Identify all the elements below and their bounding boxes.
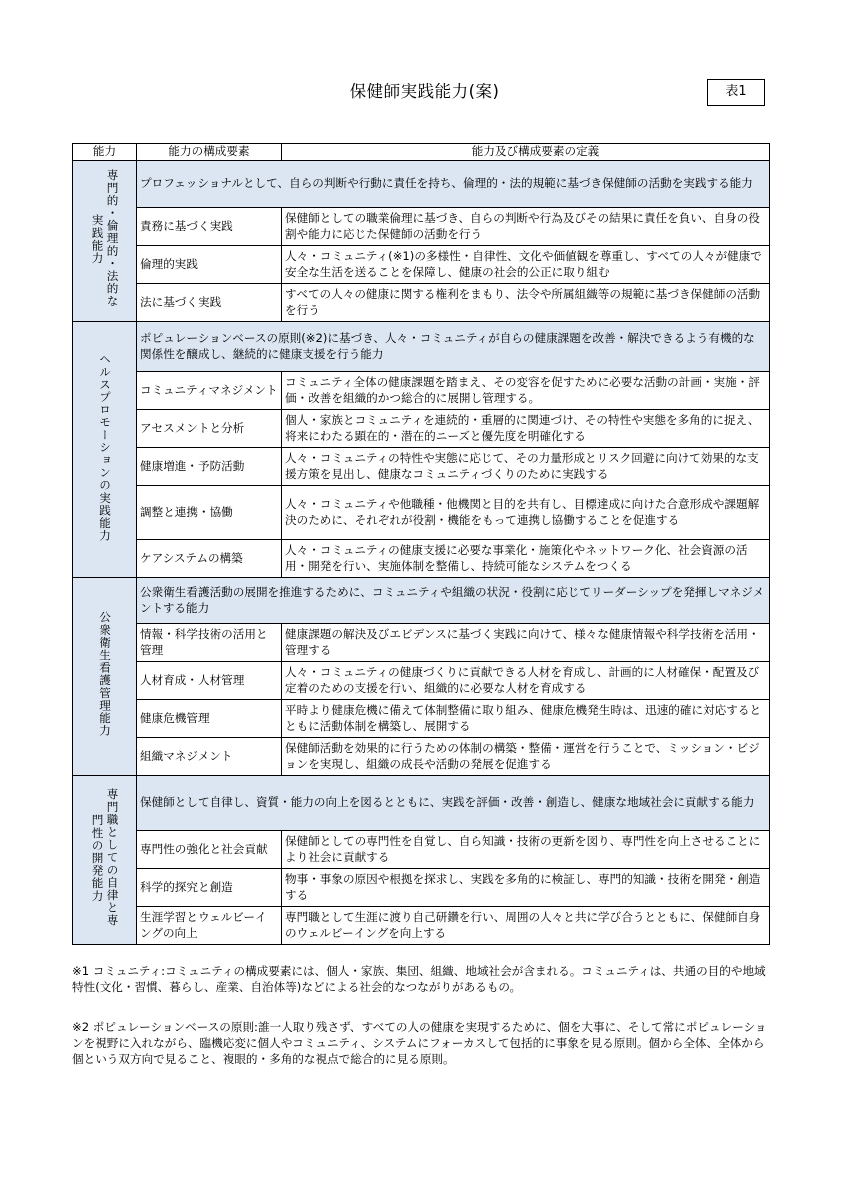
group-summary: ポピュレーションベースの原則(※2)に基づき、人々・コミュニティが自らの健康課題を改善・解決できるよう有機的な関係性を醸成し、継続的に健康支援を行う能力: [137, 322, 770, 372]
footnote-2: ※2 ポピュレーションベースの原則:誰一人取り残さず、すべての人の健康を実現するために、個を大事に、そして常にポピュレーションを視野に入れながら、臨機応変に個人やコミュニティ、システムにフォーカスして包括的に事象を見る原則。個から全体、全体から個という双方向で見ること、複眼的・多角的な視点で総合的に見る原則。: [72, 1020, 767, 1066]
table-row: [73, 738, 770, 776]
definition-cell: 平時より健康危機に備えて体制整備に取り組み、健康危機発生時は、迅速的確に対応するとともに活動体制を構築し、展開する: [282, 700, 770, 738]
table-row: [73, 662, 770, 700]
group-summary: プロフェッショナルとして、自らの判断や行動に責任を持ち、倫理的・法的規範に基づき保健師の活動を実践する能力: [137, 161, 770, 208]
definition-cell: 専門職として生涯に渡り自己研鑽を行い、周囲の人々と共に学び合うとともに、保健師自身のウェルビーイングを向上する: [282, 907, 770, 945]
definition-cell: 保健師としての職業倫理に基づき、自らの判断や行為及びその結果に責任を負い、自身の役割や能力に応じた保健師の活動を行う: [282, 208, 770, 246]
element-cell: 健康危機管理: [137, 700, 282, 738]
category-label: 専門職としての自律と専門性の開発能力: [90, 788, 120, 927]
category-label: ヘルスプロモーションの実践能力: [98, 352, 112, 542]
group-summary-row: [73, 578, 770, 624]
element-cell: 健康増進・予防活動: [137, 448, 282, 486]
table-row: [73, 540, 770, 578]
group-summary: 保健師として自律し、資質・能力の向上を図るとともに、実践を評価・改善・創造し、健康な地域社会に貢献する能力: [137, 776, 770, 831]
category-cell: [73, 578, 137, 776]
element-cell: 調整と連携・協働: [137, 486, 282, 540]
element-cell: 科学的探究と創造: [137, 869, 282, 907]
category-label: 公衆衛生看護管理能力: [98, 611, 112, 738]
table-row: [73, 246, 770, 284]
element-cell: 責務に基づく実践: [137, 208, 282, 246]
definition-cell: 物事・事象の原因や根拠を探求し、実践を多角的に検証し、専門的知識・技術を開発・創造する: [282, 869, 770, 907]
group-summary-row: [73, 322, 770, 372]
definition-cell: 人々・コミュニティ(※1)の多様性・自律性、文化や価値観を尊重し、すべての人々が健康で安全な生活を送ることを保障し、健康の社会的公正に取り組む: [282, 246, 770, 284]
element-cell: 情報・科学技術の活用と管理: [137, 624, 282, 662]
element-cell: ケアシステムの構築: [137, 540, 282, 578]
competency-table: [72, 143, 770, 945]
element-cell: 倫理的実践: [137, 246, 282, 284]
table-row: [73, 624, 770, 662]
header-definition: 能力及び構成要素の定義: [282, 144, 770, 161]
category-cell: [73, 161, 137, 322]
definition-cell: 人々・コミュニティの健康支援に必要な事業化・施策化やネットワーク化、社会資源の活用・開発を行い、実施体制を整備し、持続可能なシステムをつくる: [282, 540, 770, 578]
definition-cell: 保健師としての専門性を自覚し、自ら知識・技術の更新を図り、専門性を向上させることにより社会に貢献する: [282, 831, 770, 869]
table-row: [73, 831, 770, 869]
element-cell: 組織マネジメント: [137, 738, 282, 776]
table-row: [73, 372, 770, 410]
definition-cell: 個人・家族とコミュニティを連続的・重層的に関連づけ、その特性や実態を多角的に捉え、将来にわたる顕在的・潜在的ニーズと優先度を明確化する: [282, 410, 770, 448]
category-cell: [73, 322, 137, 578]
group-summary: 公衆衛生看護活動の展開を推進するために、コミュニティや組織の状況・役割に応じてリーダーシップを発揮しマネジメントする能力: [137, 578, 770, 624]
header-element: 能力の構成要素: [137, 144, 282, 161]
element-cell: 人材育成・人材管理: [137, 662, 282, 700]
page-title: 保健師実践能力(案): [349, 82, 500, 101]
element-cell: アセスメントと分析: [137, 410, 282, 448]
table-row: [73, 208, 770, 246]
definition-cell: コミュニティ全体の健康課題を踏まえ、その変容を促すために必要な活動の計画・実施・評価・改善を組織的かつ総合的に展開し管理する。: [282, 372, 770, 410]
category-cell: [73, 776, 137, 945]
definition-cell: 人々・コミュニティの健康づくりに貢献できる人材を育成し、計画的に人材確保・配置及び定着のための支援を行い、組織的に必要な人材を育成する: [282, 662, 770, 700]
header-row: [73, 144, 770, 161]
definition-cell: 人々・コミュニティの特性や実態に応じて、その力量形成とリスク回避に向けて効果的な支援方策を見出し、健康なコミュニティづくりのために実践する: [282, 448, 770, 486]
header-ability: 能力: [73, 144, 137, 161]
table-row: [73, 448, 770, 486]
category-label: 専門的・倫理的・法的な実践能力: [90, 169, 120, 308]
table-label: 表1: [707, 79, 765, 106]
table-row: [73, 486, 770, 540]
table-row: [73, 907, 770, 945]
definition-cell: すべての人々の健康に関する権利をまもり、法令や所属組織等の規範に基づき保健師の活動を行う: [282, 284, 770, 322]
definition-cell: 人々・コミュニティや他職種・他機関と目的を共有し、目標達成に向けた合意形成や課題解決のために、それぞれが役割・機能をもって連携し協働することを促進する: [282, 486, 770, 540]
table-row: [73, 284, 770, 322]
element-cell: コミュニティマネジメント: [137, 372, 282, 410]
group-summary-row: [73, 161, 770, 208]
element-cell: 法に基づく実践: [137, 284, 282, 322]
element-cell: 専門性の強化と社会貢献: [137, 831, 282, 869]
table-row: [73, 869, 770, 907]
definition-cell: 健康課題の解決及びエビデンスに基づく実践に向けて、様々な健康情報や科学技術を活用・管理する: [282, 624, 770, 662]
footnote-1: ※1 コミュニティ:コミュニティの構成要素には、個人・家族、集団、組織、地域社会が含まれる。コミュニティは、共通の目的や地域特性(文化・習慣、暮らし、産業、自治体等)などによる社会的なつながりがあるもの。: [72, 964, 766, 994]
table-row: [73, 700, 770, 738]
element-cell: 生涯学習とウェルビーイングの向上: [137, 907, 282, 945]
table-row: [73, 410, 770, 448]
definition-cell: 保健師活動を効果的に行うための体制の構築・整備・運営を行うことで、ミッション・ビジョンを実現し、組織の成長や活動の発展を促進する: [282, 738, 770, 776]
group-summary-row: [73, 776, 770, 831]
